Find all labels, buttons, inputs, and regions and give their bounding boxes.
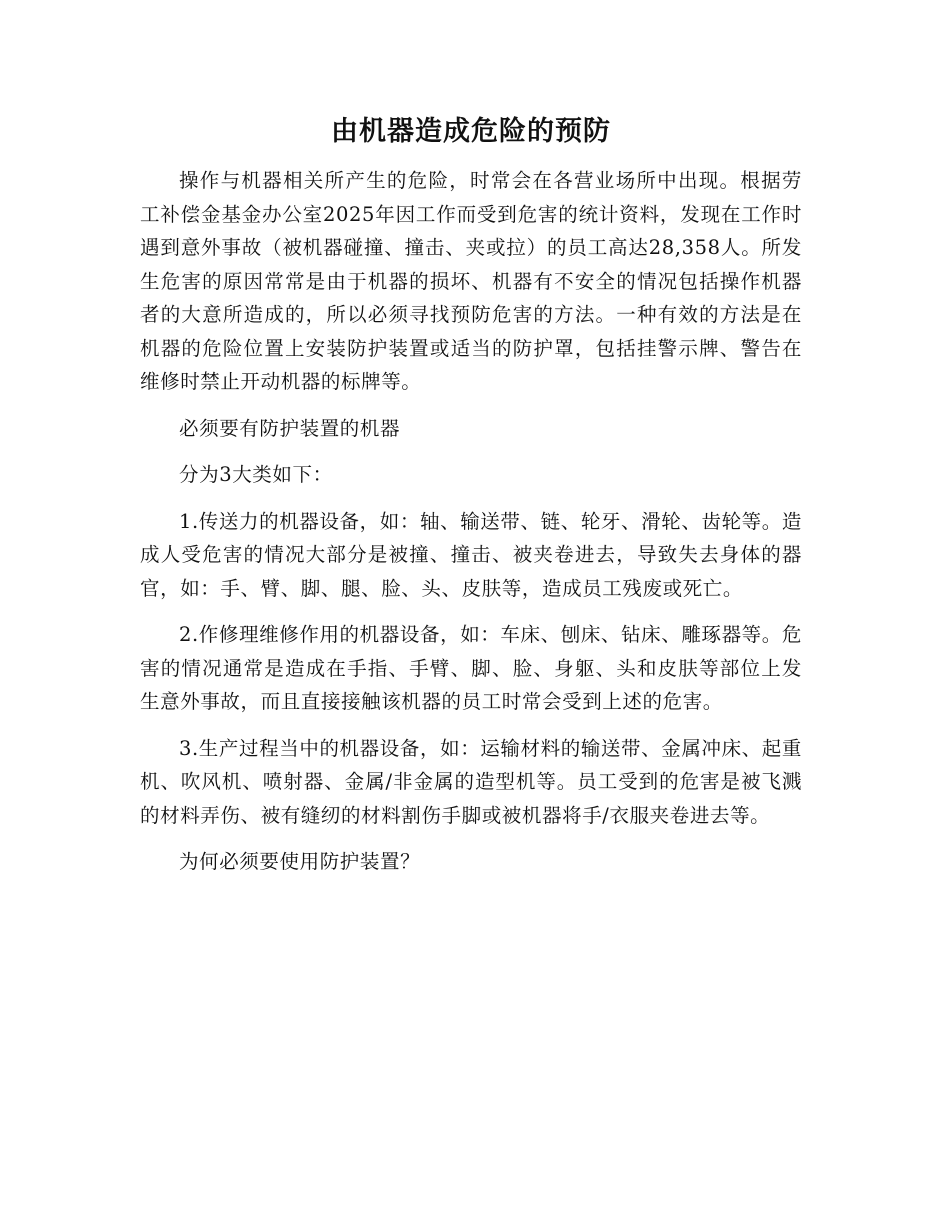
paragraph-category-2: 2.作修理维修作用的机器设备，如：车床、刨床、钻床、雕琢器等。危害的情况通常是造成在手指、手臂、脚、脸、身躯、头和皮肤等部位上发生意外事故，而且直接接触该机器的员工时常会受到上述的危害。 bbox=[140, 623, 802, 713]
paragraph-category-3: 3.生产过程当中的机器设备，如：运输材料的输送带、金属冲床、起重机、吹风机、喷射器、金属/非金属的造型机等。员工受到的危害是被飞溅的材料弄伤、被有缝纫的材料割伤手脚或被机器将手/衣服夹卷进去等。 bbox=[140, 736, 802, 827]
paragraph-machines-heading: 必须要有防护装置的机器 bbox=[179, 416, 401, 440]
document-title: 由机器造成危险的预防 bbox=[331, 116, 611, 147]
paragraph-intro: 操作与机器相关所产生的危险，时常会在各营业场所中出现。根据劳工补偿金基金办公室2025年因工作而受到危害的统计资料，发现在工作时遇到意外事故（被机器碰撞、撞击、夹或拉）的员工高达28,358人。所发生危害的原因常常是由于机器的损坏、机器有不安全的情况包括操作机器者的大意所造成的，所以必须寻找预防危害的方法。一种有效的方法是在机器的危险位置上安装防护装置或适当的防护罩，包括挂警示牌、警告在维修时禁止开动机器的标牌等。 bbox=[140, 169, 802, 393]
paragraph-question: 为何必须要使用防护装置？ bbox=[179, 850, 421, 873]
paragraph-category-1: 1.传送力的机器设备，如：轴、输送带、链、轮牙、滑轮、齿轮等。造成人受危害的情况大部分是被撞、撞击、被夹卷进去，导致失去身体的器官，如：手、臂、脚、腿、脸、头、皮肤等，造成员工残废或死亡。 bbox=[140, 509, 802, 600]
document-page bbox=[140, 112, 802, 892]
paragraph-categories-intro: 分为3大类如下： bbox=[179, 463, 333, 486]
